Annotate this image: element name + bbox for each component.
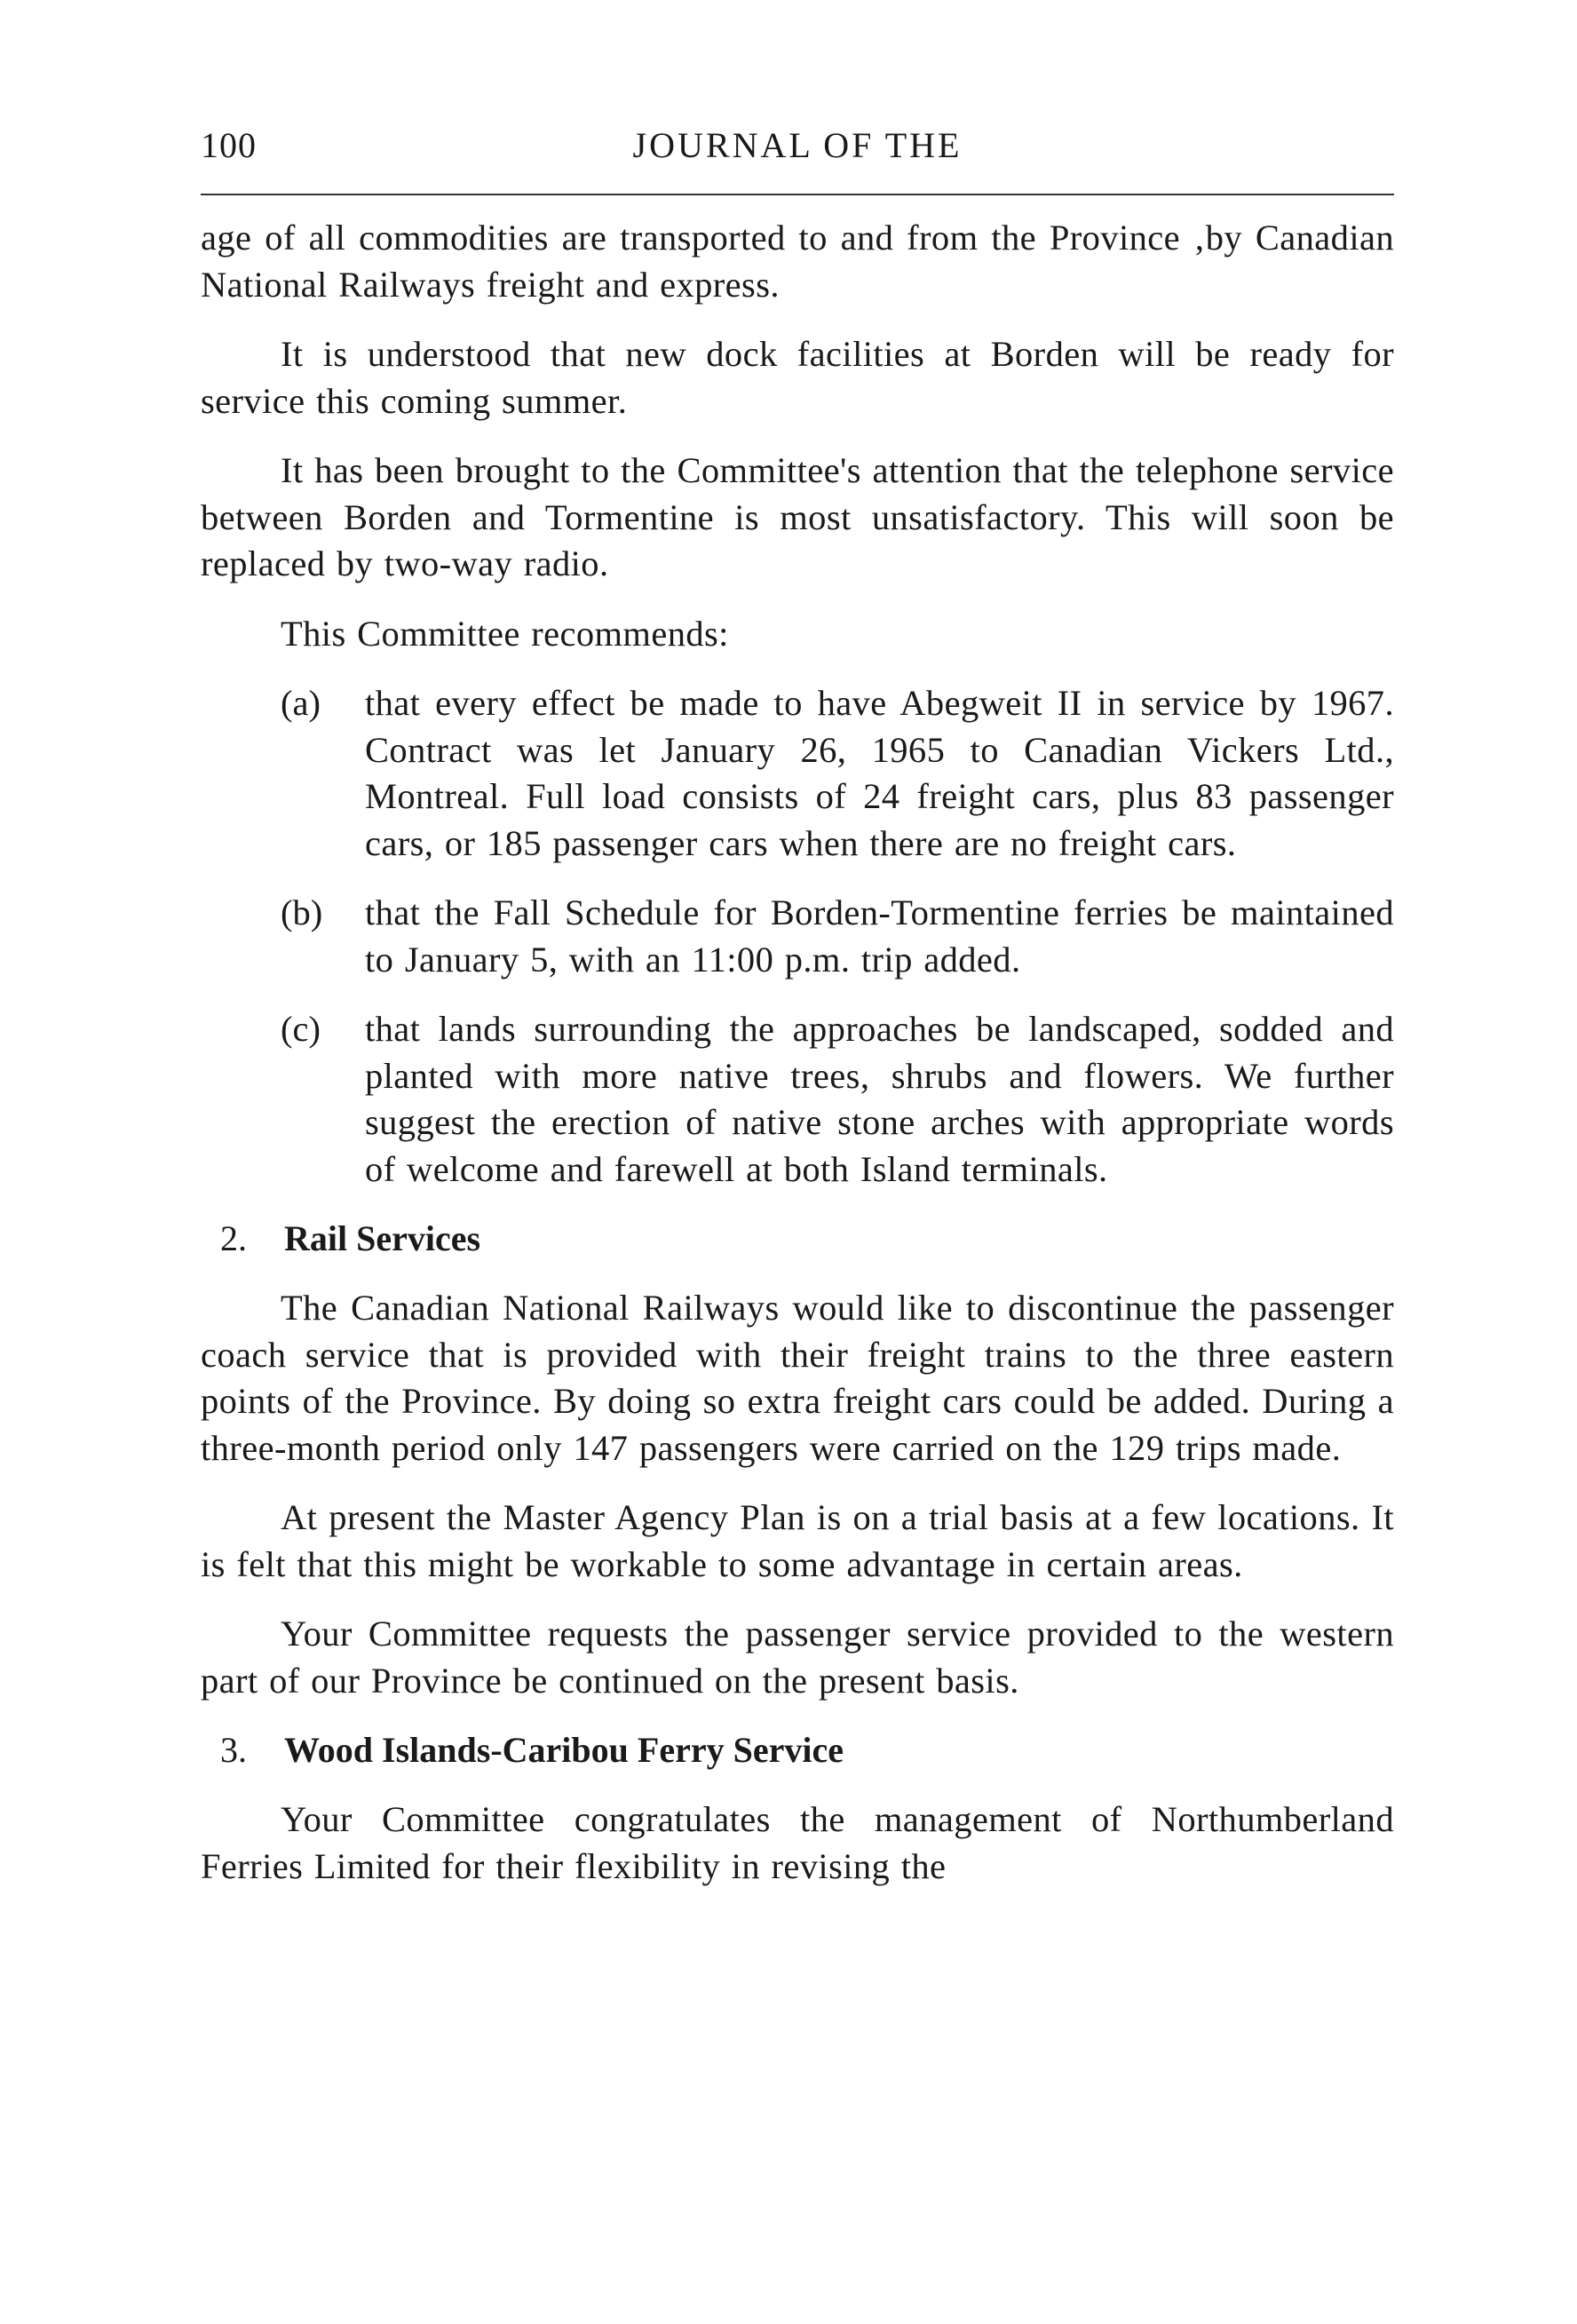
recommendation-item bbox=[201, 680, 1394, 867]
section-number: 3. bbox=[220, 1730, 247, 1770]
paragraph-rail-coach-service: The Canadian National Railways would like to discontinue the passenger coach service that is provided with their freight trains to the three eastern points of the Province. By doing so extra freight cars could be added. During a three-month period only 147 passengers were carried on the 129 trips made. bbox=[201, 1288, 1394, 1468]
page-number: 100 bbox=[201, 125, 257, 165]
recommendation-text: that the Fall Schedule for Borden-Tormentine ferries be maintained to January 5, with an 11:00 p.m. trip added. bbox=[365, 892, 1394, 980]
section-number: 2. bbox=[220, 1218, 247, 1258]
section-title: Wood Islands-Caribou Ferry Service bbox=[284, 1730, 844, 1770]
recommendation-item bbox=[201, 1006, 1394, 1193]
page-header bbox=[201, 124, 1394, 179]
section-heading-wood-islands-ferry bbox=[201, 1727, 1394, 1773]
paragraph-western-service: Your Committee requests the passenger service provided to the western part of our Province be continued on the present basis. bbox=[201, 1614, 1394, 1701]
list-marker: (c) bbox=[281, 1009, 321, 1049]
recommendation-text: that lands surrounding the approaches be landscaped, sodded and planted with more native trees, shrubs and flowers. We further suggest the erection of native stone arches with appropriate words of welcome and farewell at both Island terminals. bbox=[365, 1009, 1394, 1189]
section-title: Rail Services bbox=[284, 1218, 481, 1258]
document-page bbox=[201, 124, 1394, 1890]
section-heading-rail-services bbox=[201, 1216, 1394, 1262]
paragraph-continued: age of all commodities are transported to and from the Province ‚by Canadian National Railways freight and express. bbox=[201, 218, 1394, 305]
paragraph-ferry-congratulations: Your Committee congratulates the management of Northumberland Ferries Limited for their flexibility in revising the bbox=[201, 1799, 1394, 1886]
paragraph-telephone-service: It has been brought to the Committee's attention that the telephone service between Borden and Tormentine is most unsatisfactory. This will soon be replaced by two-way radio. bbox=[201, 450, 1394, 583]
recommendation-text: that every effect be made to have Abegweit II in service by 1967. Contract was let January 26, 1965 to Canadian Vickers Ltd., Montreal. Full load consists of 24 freight cars, plus 83 passenger cars, or 185 passenger cars when there are no freight cars. bbox=[365, 683, 1394, 863]
header-rule bbox=[201, 194, 1394, 195]
running-title: JOURNAL OF THE bbox=[632, 125, 963, 165]
recommendation-item bbox=[201, 890, 1394, 983]
paragraph-recommends: This Committee recommends: bbox=[281, 613, 729, 654]
list-marker: (b) bbox=[281, 892, 323, 932]
paragraph-dock-facilities: It is understood that new dock facilities at Borden will be ready for service this coming summer. bbox=[201, 334, 1394, 421]
paragraph-master-agency-plan: At present the Master Agency Plan is on a trial basis at a few locations. It is felt that this might be workable to some advantage in certain areas. bbox=[201, 1497, 1394, 1584]
list-marker: (a) bbox=[281, 683, 321, 723]
